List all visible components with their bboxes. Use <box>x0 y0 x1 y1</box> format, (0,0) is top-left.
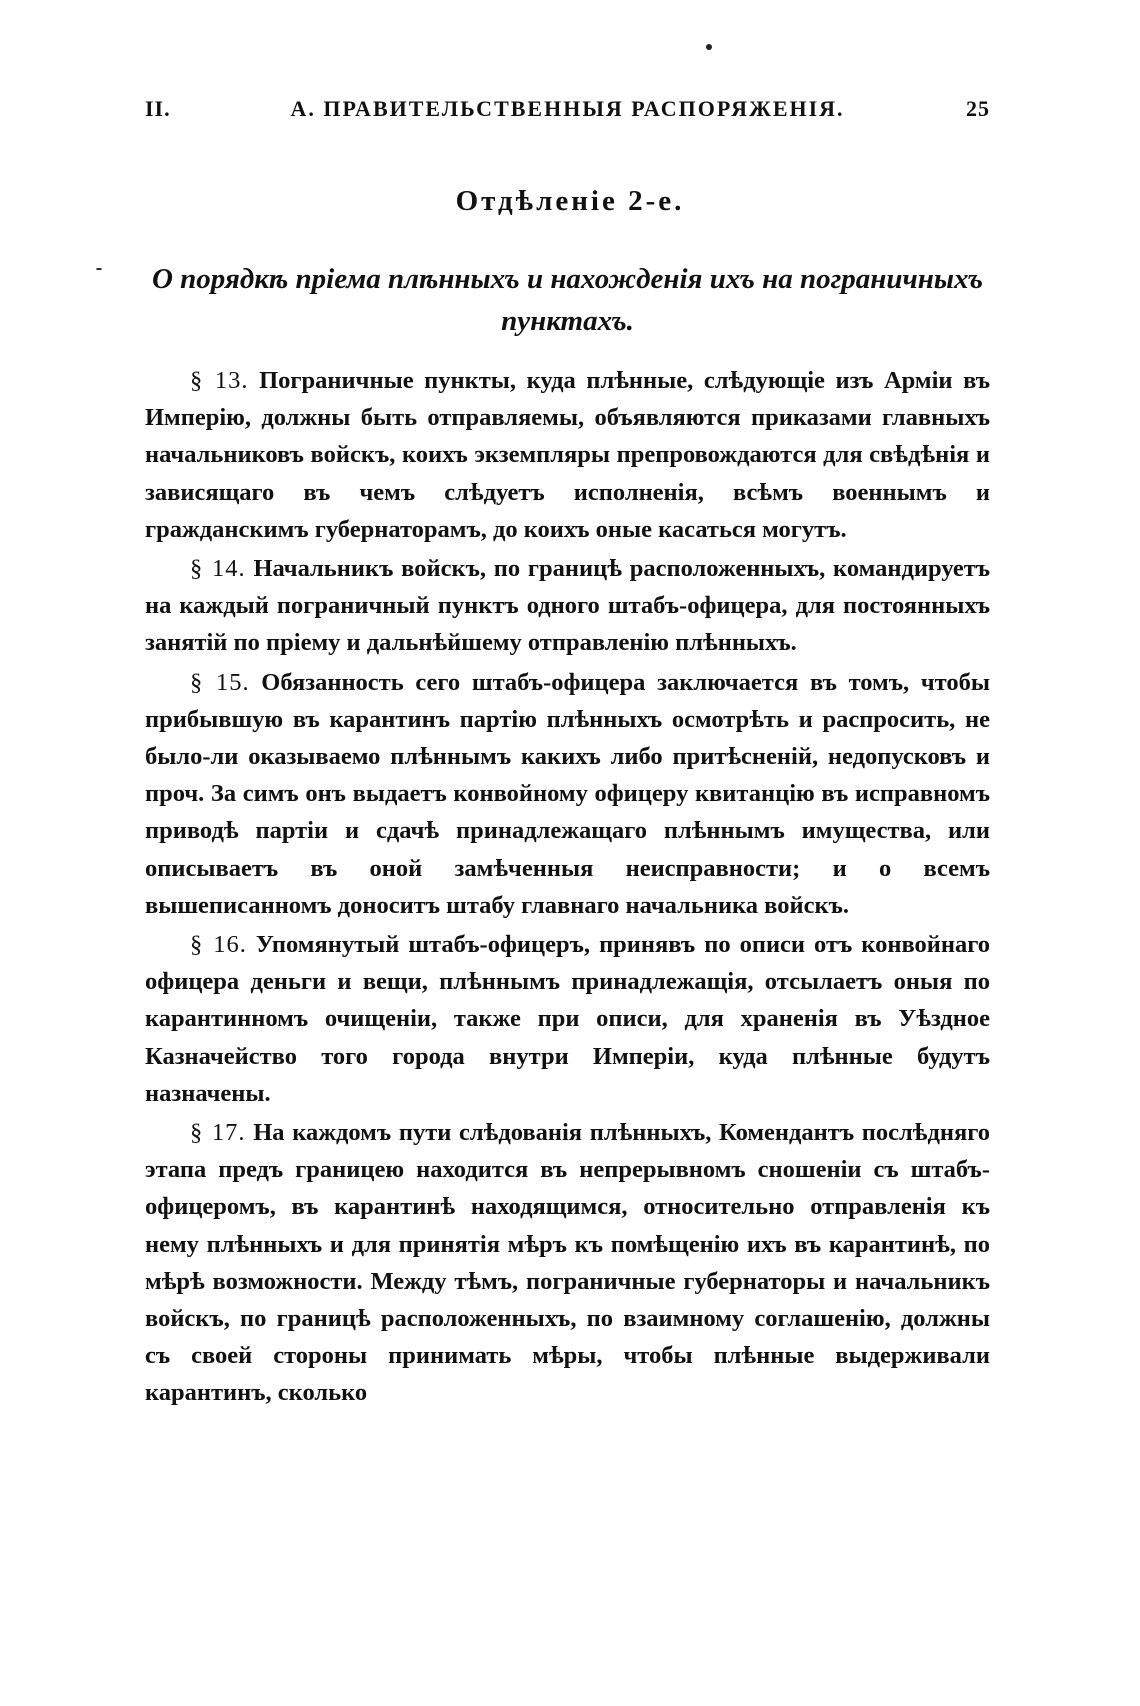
ink-speck <box>96 268 102 270</box>
chapter-number: II. <box>145 96 171 121</box>
paragraph-16 <box>145 926 990 1112</box>
paragraph-text: Обязанность сего штабъ-офицера заключается въ томъ, чтобы прибывшую въ карантинъ партію плѣнныхъ осмотрѣть и распросить, не было-ли оказываемо плѣннымъ какихъ либо притѣсненій, недопусковъ и проч. За симъ онъ выдаетъ конвойному офицеру квитанцію въ исправномъ приводѣ партіи и сдачѣ принадлежащаго плѣннымъ имущества, или описываетъ въ оной замѣченныя неисправности; и о всемъ вышеписанномъ доноситъ штабу главнаго начальника войскъ. <box>145 668 991 919</box>
paragraph-number: § 15. <box>190 668 250 696</box>
paragraph-text: Упомянутый штабъ-офицеръ, принявъ по описи отъ конвойнаго офицера деньги и вещи, плѣннымъ принадлежащія, отсылаетъ оныя по карантинномъ очищеніи, также при описи, для храненія въ Уѣздное Казначейство того города внутри Имперіи, куда плѣнные будутъ назначены. <box>145 931 991 1107</box>
paragraph-number: § 16. <box>190 931 247 959</box>
paragraph-text: Пограничные пункты, куда плѣнные, слѣдующіе изъ Арміи въ Имперію, должны быть отправляемы, объявляются приказами главныхъ начальниковъ войскъ, коихъ экземпляры препровождаются для свѣдѣнія и зависящаго въ чемъ слѣдуетъ исполненія, всѣмъ военнымъ и гражданскимъ губернаторамъ, до коихъ оные касаться могутъ. <box>145 367 991 543</box>
paragraph-number: § 13. <box>190 367 249 394</box>
running-header <box>145 96 990 126</box>
paragraph-14 <box>145 550 990 662</box>
paragraph-15 <box>145 664 990 924</box>
paragraph-text: Начальникъ войскъ, по границѣ расположенныхъ, командируетъ на каждый пограничный пунктъ одного штабъ-офицера, для постоянныхъ занятій по пріему и дальнѣйшему отправленію плѣнныхъ. <box>145 555 991 657</box>
paragraph-number: § 17. <box>190 1119 246 1147</box>
paragraph-number: § 14. <box>190 555 246 583</box>
paragraph-13 <box>145 362 990 548</box>
running-title: А. ПРАВИТЕЛЬСТВЕННЫЯ РАСПОРЯЖЕНІЯ. <box>290 96 845 121</box>
page-number: 25 <box>966 96 990 121</box>
section-title: Отдѣленіе 2-е. <box>455 185 685 217</box>
paragraph-text: На каждомъ пути слѣдованія плѣнныхъ, Комендантъ послѣдняго этапа предъ границею находится въ непрерывномъ сношеніи съ штабъ-офицеромъ, въ карантинѣ находящимся, относительно отправленія къ нему плѣнныхъ и для принятія мѣръ къ помѣщенію ихъ въ карантинѣ, по мѣрѣ возможности. Между тѣмъ, пограничные губернаторы и начальникъ войскъ, по границѣ расположенныхъ, по взаимному соглашенію, должны съ своей стороны принимать мѣры, чтобы плѣнные выдерживали карантинъ, сколько <box>145 1119 991 1407</box>
body-text <box>145 362 990 1412</box>
section-subtitle: О порядкѣ пріема плѣнныхъ и нахожденія ихъ на пограничныхъ пунктахъ. <box>151 263 984 337</box>
ink-speck <box>706 44 712 50</box>
paragraph-17 <box>145 1114 990 1412</box>
